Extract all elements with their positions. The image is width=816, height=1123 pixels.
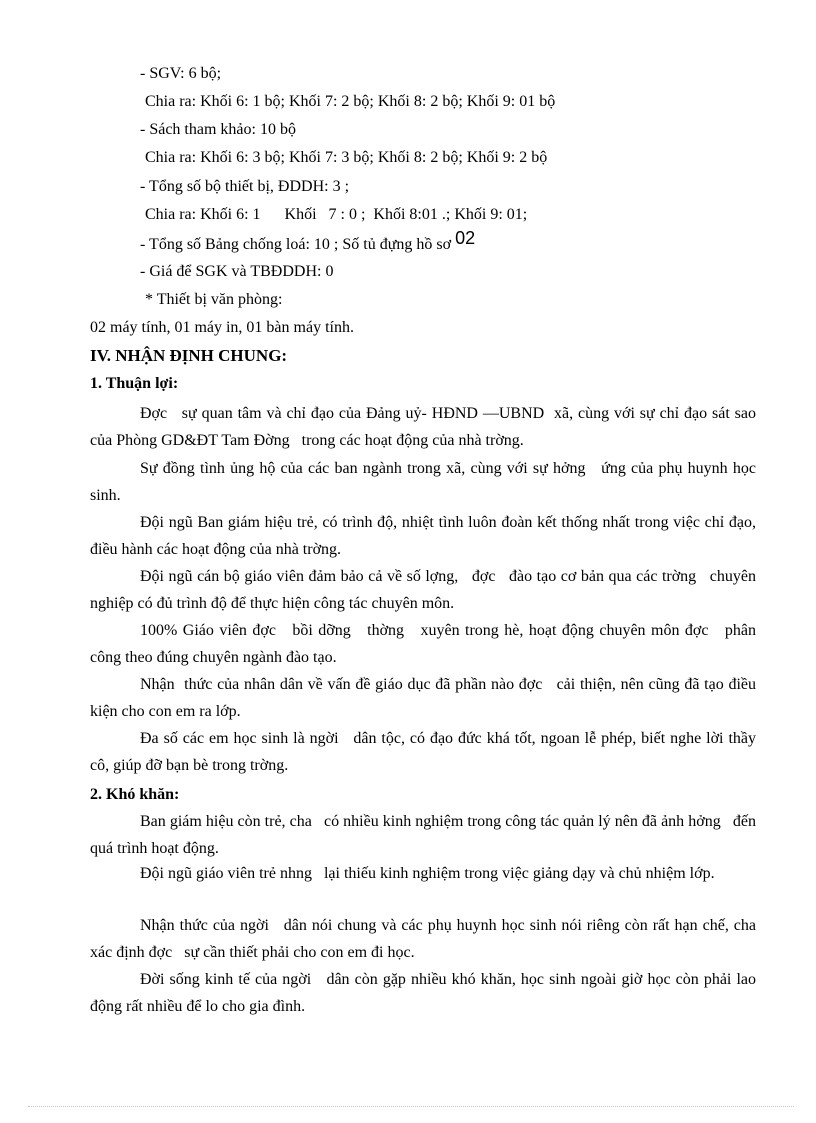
- advantages-title: 1. Thuận lợi:: [90, 375, 179, 392]
- advantage-paragraph: Đợc sự quan tâm và chỉ đạo của Đảng uỷ- HĐND —UBND xã, cùng với sự chỉ đạo sát sao của Phòng GD&ĐT Tam Đờng trong các hoạt động của nhà trờng.: [90, 405, 760, 449]
- difficulty-paragraph: Nhận thức của ngời dân nói chung và các phụ huynh học sinh nói riêng còn rất hạn chế, cha xác định đợc sự cần thiết phải cho con em đi học.: [90, 917, 768, 961]
- difficulty-paragraph: Đời sống kinh tế của ngời dân còn gặp nhiều khó khăn, học sinh ngoài giờ học còn phải lao động rất nhiều để lo cho gia đình.: [90, 971, 760, 1015]
- reference-breakdown-line: Chia ra: Khối 6: 3 bộ; Khối 7: 3 bộ; Khối 8: 2 bộ; Khối 9: 2 bộ: [145, 149, 548, 166]
- reference-books-line: - Sách tham khảo: 10 bộ: [140, 121, 296, 138]
- office-equipment-line: 02 máy tính, 01 máy in, 01 bàn máy tính.: [90, 319, 354, 336]
- difficulty-paragraph: Đội ngũ giáo viên trẻ nhng lại thiếu kinh nghiệm trong việc giảng dạy và chủ nhiệm lớp.: [140, 865, 715, 882]
- difficulties-title: 2. Khó khăn:: [90, 786, 180, 803]
- advantage-paragraph: Sự đồng tình ủng hộ của các ban ngành trong xã, cùng với sự hởng ứng của phụ huynh học sinh.: [90, 460, 760, 504]
- advantage-paragraph: Đội ngũ Ban giám hiệu trẻ, có trình độ, nhiệt tình luôn đoàn kết thống nhất trong việc chỉ đạo, điều hành các hoạt động của nhà trờng.: [90, 514, 760, 558]
- difficulty-paragraph: Ban giám hiệu còn trẻ, cha có nhiều kinh nghiệm trong công tác quản lý nên đã ảnh hởng đến quá trình hoạt động.: [90, 813, 760, 857]
- advantage-paragraph: 100% Giáo viên đợc bồi dỡng thờng xuyên trong hè, hoạt động chuyên môn đợc phân công theo đúng chuyên ngành đào tạo.: [90, 622, 760, 666]
- office-equipment-heading: * Thiết bị văn phòng:: [145, 291, 283, 308]
- equipment-total-line: - Tổng số bộ thiết bị, ĐDDH: 3 ;: [140, 178, 350, 195]
- shelf-line: - Giá để SGK và TBĐDDH: 0: [140, 263, 334, 280]
- equipment-breakdown-line: Chia ra: Khối 6: 1 Khối 7 : 0 ; Khối 8:01 .; Khối 9: 01;: [145, 206, 528, 223]
- cabinet-count: 02: [455, 228, 476, 248]
- section-title: IV. NHẬN ĐỊNH CHUNG:: [90, 346, 288, 365]
- boards-cabinets-text: - Tổng số Bảng chống loá: 10 ; Số tủ đựng hồ sơ: [140, 236, 456, 253]
- advantage-paragraph: Đa số các em học sinh là ngời dân tộc, có đạo đức khá tốt, ngoan lễ phép, biết nghe lời thầy cô, giúp đỡ bạn bè trong trờng.: [90, 730, 760, 774]
- sgv-line: - SGV: 6 bộ;: [140, 65, 222, 82]
- advantage-paragraph: Đội ngũ cán bộ giáo viên đảm bảo cả về số lợng, đợc đào tạo cơ bản qua các trờng chuyên nghiệp có đủ trình độ để thực hiện công tác chuyên môn.: [90, 568, 760, 612]
- advantage-paragraph: Nhận thức của nhân dân về vấn đề giáo dục đã phần nào đợc cải thiện, nên cũng đã tạo điều kiện cho con em ra lớp.: [90, 676, 760, 720]
- sgv-breakdown-line: Chia ra: Khối 6: 1 bộ; Khối 7: 2 bộ; Khối 8: 2 bộ; Khối 9: 01 bộ: [145, 93, 556, 110]
- boards-cabinets-line: [140, 228, 476, 253]
- footer-rule: [28, 1106, 794, 1107]
